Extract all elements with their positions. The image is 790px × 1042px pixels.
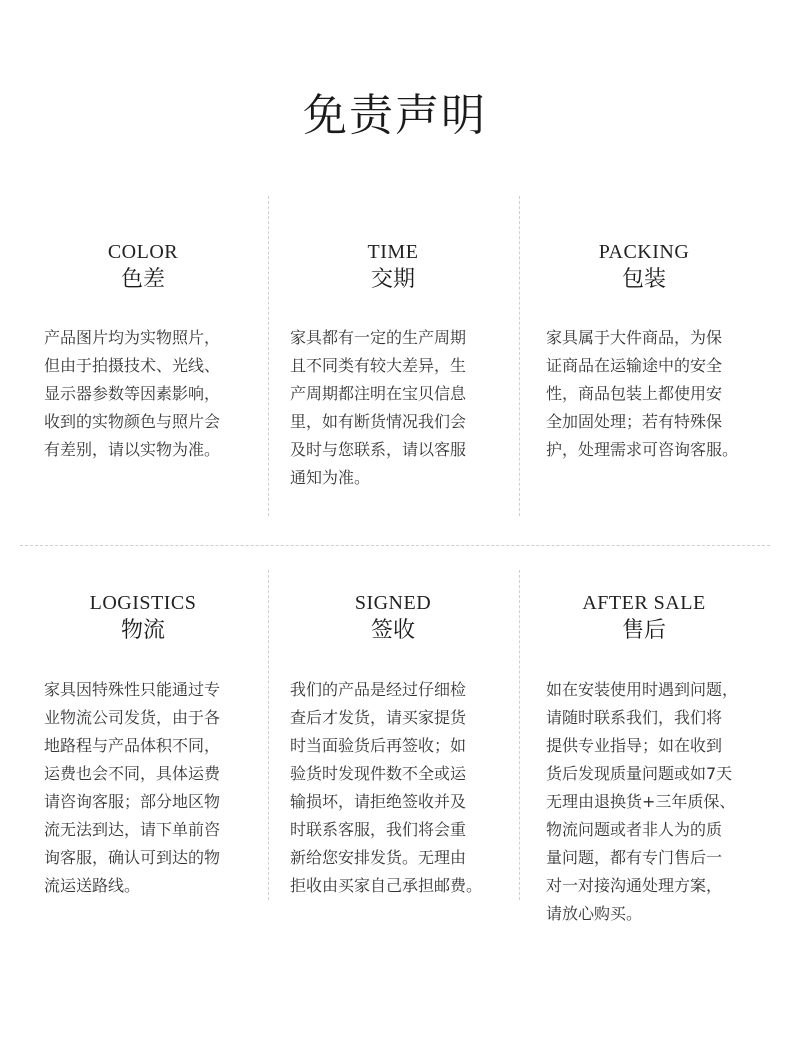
body-line: 货后发现质量问题或如7天 bbox=[546, 764, 733, 783]
section-body bbox=[290, 324, 500, 492]
body-line: 业物流公司发货，由于各 bbox=[44, 708, 221, 727]
section-title-zh: 物流 bbox=[120, 618, 165, 643]
body-line: 有差别，请以实物为准。 bbox=[44, 440, 221, 459]
body-line: 无理由退换货+三年质保、 bbox=[546, 792, 736, 811]
body-line: 如在安装使用时遇到问题， bbox=[546, 680, 739, 699]
body-line: 家具属于大件商品，为保 bbox=[546, 328, 723, 347]
body-line: 显示器参数等因素影响， bbox=[44, 384, 221, 403]
section-color bbox=[18, 240, 268, 294]
body-line: 产周期都注明在宝贝信息 bbox=[290, 384, 467, 403]
section-packing bbox=[519, 240, 769, 294]
section-title-en: AFTER SALE bbox=[582, 592, 706, 614]
body-line: 查后才发货，请买家提货 bbox=[290, 708, 467, 727]
section-title-en: COLOR bbox=[107, 241, 179, 263]
section-title-en: PACKING bbox=[598, 241, 690, 263]
body-line: 我们的产品是经过仔细检 bbox=[290, 680, 467, 699]
section-logistics bbox=[18, 591, 268, 645]
body-line: 收到的实物颜色与照片会 bbox=[44, 412, 221, 431]
section-title-zh: 包装 bbox=[621, 267, 666, 292]
body-line: 输损坏，请拒绝签收并及 bbox=[290, 792, 467, 811]
section-title-en: SIGNED bbox=[354, 592, 432, 614]
body-line: 拒收由买家自己承担邮费。 bbox=[290, 876, 483, 895]
body-line: 家具都有一定的生产周期 bbox=[290, 328, 467, 347]
body-line: 请咨询客服；部分地区物 bbox=[44, 792, 221, 811]
body-line: 里，如有断货情况我们会 bbox=[290, 412, 467, 431]
body-line: 对一对接沟通处理方案， bbox=[546, 876, 723, 895]
body-line: 时联系客服，我们将会重 bbox=[290, 820, 467, 839]
section-title-zh: 色差 bbox=[120, 267, 165, 292]
body-line: 通知为准。 bbox=[290, 468, 371, 487]
section-body bbox=[546, 324, 756, 464]
section-body bbox=[44, 324, 254, 464]
body-line: 询客服，确认可到达的物 bbox=[44, 848, 221, 867]
body-line: 请放心购买。 bbox=[546, 904, 643, 923]
body-line: 物流问题或者非人为的质 bbox=[546, 820, 723, 839]
body-line: 且不同类有较大差异，生 bbox=[290, 356, 467, 375]
body-line: 护，处理需求可咨询客服。 bbox=[546, 440, 739, 459]
section-after-sale bbox=[519, 591, 769, 645]
body-line: 证商品在运输途中的安全 bbox=[546, 356, 723, 375]
body-line: 量问题，都有专门售后一 bbox=[546, 848, 723, 867]
body-line: 验货时发现件数不全或运 bbox=[290, 764, 467, 783]
section-signed bbox=[268, 591, 518, 645]
body-line: 新给您安排发货。无理由 bbox=[290, 848, 467, 867]
body-line: 流无法到达，请下单前咨 bbox=[44, 820, 221, 839]
section-title-en: TIME bbox=[367, 241, 419, 263]
body-line: 时当面验货后再签收；如 bbox=[290, 736, 467, 755]
body-line: 及时与您联系，请以客服 bbox=[290, 440, 467, 459]
body-line: 但由于拍摄技术、光线、 bbox=[44, 356, 221, 375]
section-title-en: LOGISTICS bbox=[89, 592, 197, 614]
body-line: 请随时联系我们，我们将 bbox=[546, 708, 723, 727]
body-line: 产品图片均为实物照片， bbox=[44, 328, 221, 347]
section-time bbox=[268, 240, 518, 294]
body-line: 家具因特殊性只能通过专 bbox=[44, 680, 221, 699]
body-line: 地路程与产品体积不同， bbox=[44, 736, 221, 755]
page-title: 免责声明 bbox=[303, 90, 487, 141]
section-title-zh: 交期 bbox=[370, 267, 415, 292]
body-line: 性，商品包装上都使用安 bbox=[546, 384, 723, 403]
body-line: 全加固处理；若有特殊保 bbox=[546, 412, 723, 431]
grid-divider-horizontal bbox=[20, 545, 770, 546]
body-line: 流运送路线。 bbox=[44, 876, 141, 895]
section-body bbox=[546, 676, 756, 928]
body-line: 运费也会不同，具体运费 bbox=[44, 764, 221, 783]
section-body bbox=[44, 676, 254, 900]
section-title-zh: 签收 bbox=[370, 618, 415, 643]
body-line: 提供专业指导；如在收到 bbox=[546, 736, 723, 755]
section-title-zh: 售后 bbox=[621, 618, 666, 643]
section-body bbox=[290, 676, 500, 900]
